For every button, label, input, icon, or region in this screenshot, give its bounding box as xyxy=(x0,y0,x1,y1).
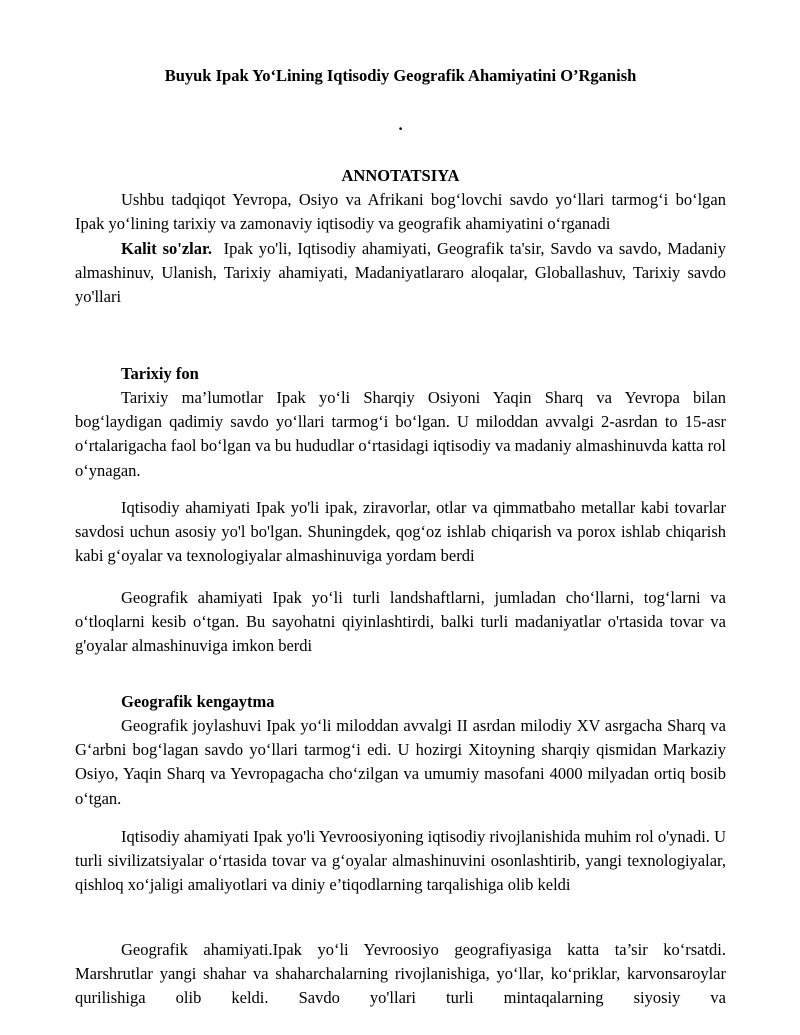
document-title: Buyuk Ipak Yo‘Lining Iqtisodiy Geografik Ahamiyatini O’Rganish xyxy=(164,66,637,85)
keywords-text: Ipak yo'li, Iqtisodiy ahamiyati, Geografik ta'sir, Savdo va savdo, Madaniy almashinuv, Ulanish, Tarixiy ahamiyati, Madaniyatlararo aloqalar, Globallashuv, Tarixiy savdo yo'llari xyxy=(75,239,726,307)
annotation-heading: ANNOTATSIYA xyxy=(341,166,460,185)
paragraph-geografik-1: Geografik joylashuvi Ipak yo‘li miloddan avvalgi II asrdan milodiy XV asrgacha Sharq va G‘arbni bog‘lagan savdo yo‘llari tarmog‘i edi. U hozirgi Xitoyning sharqiy qismidan Markaziy Osiyo, Yaqin Sharq va Yevropagacha cho‘zilgan va umumiy masofani 4000 milyadan ortiq bosib o‘tgan. xyxy=(75,716,726,808)
keywords-label: Kalit so'zlar. xyxy=(121,239,212,258)
annotation-text: Ushbu tadqiqot Yevropa, Osiyo va Afrikani bog‘lovchi savdo yo‘llari tarmog‘i bo‘lgan Ipak yo‘lining tarixiy va zamonaviy iqtisodiy va geografik ahamiyatini o‘rganadi xyxy=(75,190,726,234)
section-heading-geografik-kengaytma: Geografik kengaytma xyxy=(121,692,275,711)
paragraph-tarixiy-2: Iqtisodiy ahamiyati Ipak yo'li ipak, ziravorlar, otlar va qimmatbaho metallar kabi tovarlar savdosi uchun asosiy yo'l bo'lgan. Shuningdek, qog‘oz ishlab chiqarish va porox ishlab chiqarish kabi g‘oyalar va texnologiyalar almashinuviga yordam berdi xyxy=(75,498,726,566)
paragraph-tarixiy-3: Geografik ahamiyati Ipak yo‘li turli landshaftlarni, jumladan cho‘llarni, tog‘larni va o‘tloqlarni kesib o‘tgan. Bu sayohatni qiyinlashtirdi, balki turli madaniyatlar o'rtasida tovar va g'oyalar almashinuviga imkon berdi xyxy=(75,588,726,656)
paragraph-geografik-3: Geografik ahamiyati.Ipak yo‘li Yevroosiyo geografiyasiga katta ta’sir ko‘rsatdi. Marshrutlar yangi shahar va shaharchalarning rivojlanishiga, yo‘llar, ko‘priklar, karvonsaroylar qurilishiga olib keldi. Savdo yo'llari turli mintaqalarning siyosiy va xyxy=(75,940,726,1008)
paragraph-tarixiy-1: Tarixiy ma’lumotlar Ipak yo‘li Sharqiy Osiyoni Yaqin Sharq va Yevropa bilan bog‘laydigan qadimiy savdo yo‘llari tarmog‘i bo‘lgan. U miloddan avvalgi 2-asrdan to 15-asr o‘rtalarigacha faol bo‘lgan va bu hududlar o‘rtasidagi iqtisodiy va madaniy almashinuvda katta rol o‘ynagan. xyxy=(75,388,726,480)
paragraph-geografik-2: Iqtisodiy ahamiyati Ipak yo'li Yevroosiyoning iqtisodiy rivojlanishida muhim rol o'ynadi. U turli sivilizatsiyalar o‘rtasida tovar va g‘oyalar almashinuvini osonlashtirib, yangi texnologiyalar, qishloq xo‘jaligi amaliyotlari va diniy e’tiqodlarning tarqalishiga olib keldi xyxy=(75,827,726,895)
annotation-paragraph xyxy=(75,188,726,236)
section-heading-tarixiy-fon: Tarixiy fon xyxy=(121,364,199,383)
title-separator: . xyxy=(398,115,403,134)
keywords-paragraph xyxy=(75,237,726,310)
